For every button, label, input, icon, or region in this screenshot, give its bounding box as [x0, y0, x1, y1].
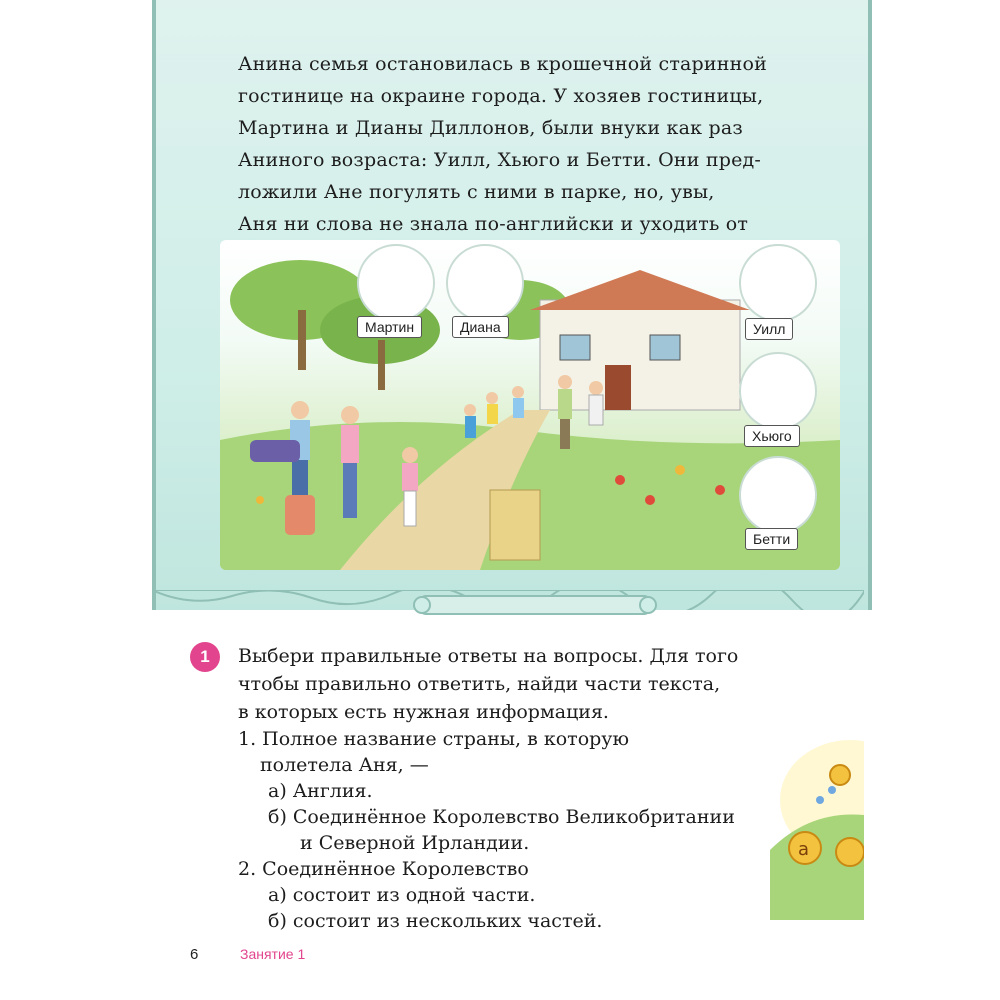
- scroll-banner: [410, 592, 660, 620]
- portrait-hugo: [739, 352, 817, 430]
- instruction-line: чтобы правильно ответить, найди части текста,: [238, 673, 721, 695]
- answer-1b-cont: и Северной Ирландии.: [300, 832, 530, 854]
- answer-1b[interactable]: б) Соединённое Королевство Великобритании: [268, 806, 735, 828]
- svg-text:a: a: [798, 839, 810, 860]
- label-will: Уилл: [745, 318, 793, 340]
- story-line: гостинице на окраине города. У хозяев гостиницы,: [238, 85, 764, 107]
- label-diana: Диана: [452, 316, 509, 338]
- story-text: [238, 48, 818, 272]
- label-hugo: Хьюго: [744, 425, 800, 447]
- label-betty: Бетти: [745, 528, 798, 550]
- question-list: [238, 726, 798, 934]
- task-instruction: [238, 642, 798, 726]
- portrait-will: [739, 244, 817, 322]
- story-line: Анина семья остановилась в крошечной старинной: [238, 53, 768, 75]
- story-line: Аниного возраста: Уилл, Хьюго и Бетти. Они пред-: [238, 149, 762, 171]
- question-1: 1. Полное название страны, в которую: [238, 728, 630, 750]
- letters-decoration-icon: [770, 720, 864, 920]
- answer-2a[interactable]: а) состоит из одной части.: [268, 884, 536, 906]
- portrait-diana: [446, 244, 524, 322]
- story-line: ложили Ане погулять с ними в парке, но, увы,: [238, 181, 715, 203]
- story-line: Аня ни слова не знала по-английски и уходить от: [238, 213, 749, 235]
- answer-1a[interactable]: а) Англия.: [268, 780, 373, 802]
- question-1-cont: полетела Аня, —: [260, 754, 429, 776]
- story-line: Мартина и Дианы Диллонов, были внуки как раз: [238, 117, 743, 139]
- portrait-betty: [739, 456, 817, 534]
- answer-2b[interactable]: б) состоит из нескольких частей.: [268, 910, 603, 932]
- task-number-badge: 1: [190, 642, 220, 672]
- question-2: 2. Соединённое Королевство: [238, 858, 529, 880]
- page-number: 6: [190, 946, 199, 963]
- instruction-line: Выбери правильные ответы на вопросы. Для того: [238, 645, 739, 667]
- instruction-line: в которых есть нужная информация.: [238, 701, 609, 723]
- lesson-label: Занятие 1: [240, 946, 306, 962]
- portrait-martin: [357, 244, 435, 322]
- label-martin: Мартин: [357, 316, 422, 338]
